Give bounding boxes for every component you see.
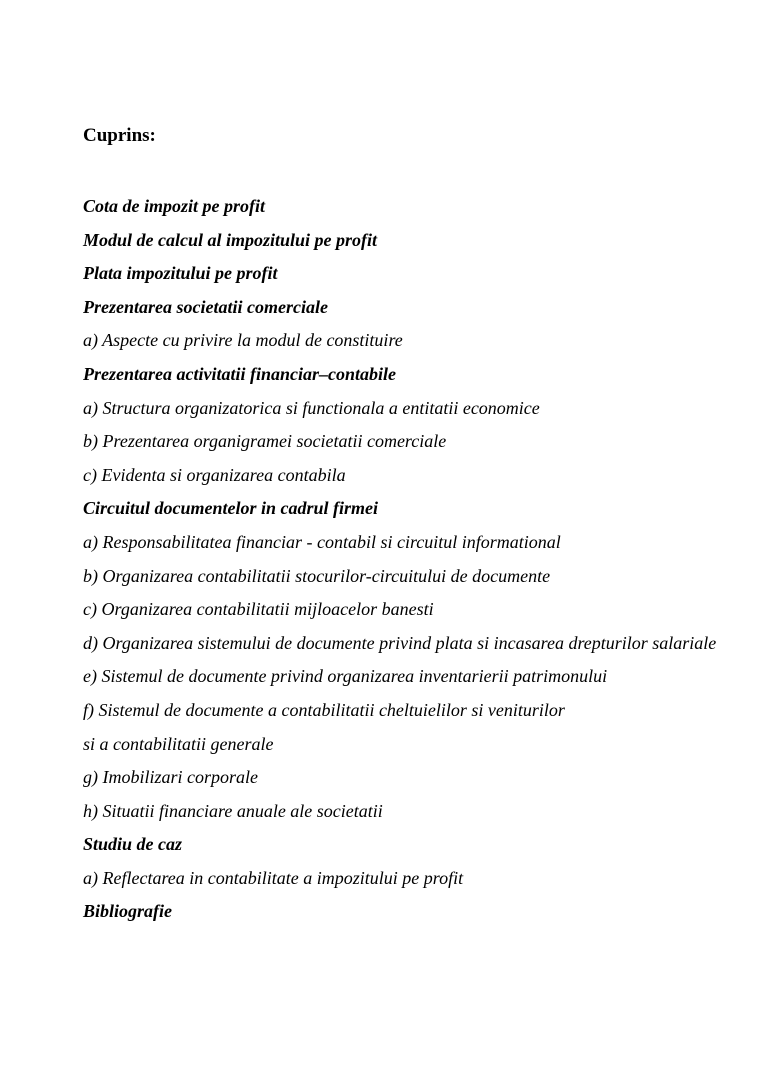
toc-section: Studiu de caz [83, 834, 183, 855]
toc-item-continuation: si a contabilitatii generale [83, 733, 274, 754]
toc-section: Modul de calcul al impozitului pe profit [83, 229, 378, 250]
toc-item: d) Organizarea sistemului de documente privind plata si incasarea drepturilor salariale [83, 632, 717, 653]
toc-heading: Cuprins: [83, 125, 156, 146]
toc-section: Circuitul documentelor in cadrul firmei [83, 498, 379, 519]
toc-item: g) Imobilizari corporale [83, 767, 258, 788]
toc-item: a) Reflectarea in contabilitate a impozitului pe profit [83, 867, 464, 888]
toc-item: a) Responsabilitatea financiar - contabil si circuitul informational [83, 531, 561, 552]
toc-item: c) Evidenta si organizarea contabila [83, 464, 346, 485]
toc-item: a) Aspecte cu privire la modul de constituire [83, 330, 403, 351]
table-of-contents [83, 190, 733, 929]
toc-section: Cota de impozit pe profit [83, 196, 265, 216]
toc-section: Prezentarea societatii comerciale [83, 296, 328, 317]
toc-section: Bibliografie [83, 901, 172, 922]
toc-item: e) Sistemul de documente privind organizarea inventarierii patrimonului [83, 666, 608, 687]
toc-item: b) Organizarea contabilitatii stocurilor-circuitului de documente [83, 565, 551, 586]
toc-item: c) Organizarea contabilitatii mijloacelor banesti [83, 599, 434, 620]
toc-item: h) Situatii financiare anuale ale societatii [83, 800, 383, 821]
toc-section: Plata impozitului pe profit [83, 263, 278, 284]
toc-item: b) Prezentarea organigramei societatii comerciale [83, 431, 447, 452]
toc-item: f) Sistemul de documente a contabilitatii cheltuielilor si veniturilor [83, 699, 565, 720]
toc-item: a) Structura organizatorica si functionala a entitatii economice [83, 397, 540, 418]
toc-section: Prezentarea activitatii financiar–contabile [83, 363, 396, 384]
